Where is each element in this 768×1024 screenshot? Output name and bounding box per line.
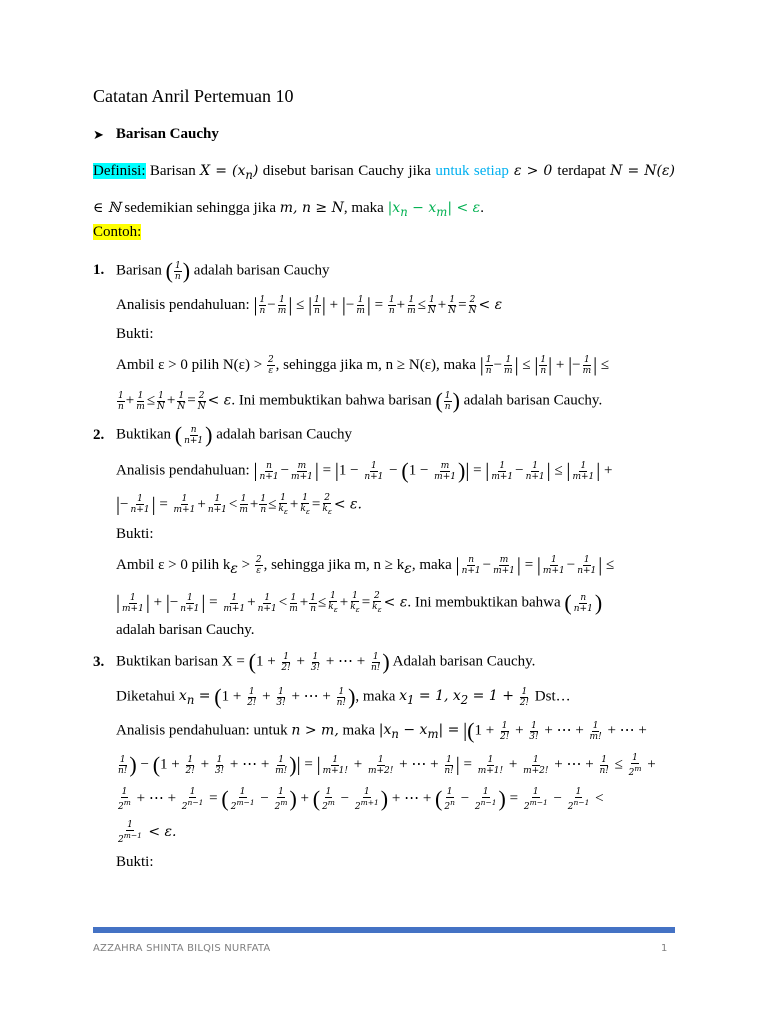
definition-text: Barisan	[145, 163, 201, 179]
item-3-analysis-line-1: Analisis pendahuluan: untuk n > m, maka $|x_n - x_m| = |(1$ + $\frac{1}{2!}$ + $\frac{1}{3!}$ + ⋯ + $\frac{1}{m!}$ + ⋯ +	[116, 718, 647, 743]
footer-author: AZZAHRA SHINTA BILQIS NURFATA	[93, 943, 271, 954]
footer-divider	[93, 927, 675, 933]
item-3-analysis-line-3: $\frac{1}{2^m}$ + ⋯ + $\frac{1}{2^{n-1}}$ = ( $\frac{1}{2^{m-1}}$ − $\frac{1}{2^m}$ ) + ( $\frac{1}{2^m}$ − $\frac{1}{2^{m+1}}$ ) + ⋯ + ( $\frac{1}{2^n}$ − $\frac{1}{2^{n-1}}$ ) = $\frac{1}{2^{m-1}}$ − $\frac{1}{2^{n-1}}$ <	[118, 786, 604, 812]
definition-math: m, n ≥ N	[279, 199, 344, 216]
definition-label: Definisi:	[93, 163, 146, 179]
definition-text: .	[480, 199, 484, 216]
definition-text: , maka	[343, 199, 388, 216]
definition-text: sedemikian sehingga jika	[120, 199, 280, 216]
item-3-known: Diketahui $x_n = (1$ + $\frac{1}{2!}$ + $\frac{1}{3!}$ + ⋯ + $\frac{1}{n!}$ ), maka $x_1 = 1$, $x_2 = 1$ + $\frac{1}{2!}$ Dst…	[116, 684, 571, 709]
item-1-statement: Barisan ( $\frac{1}{n}$ ) adalah barisan Cauchy	[116, 258, 330, 283]
definition-green-expression: $|x_n - x_m| < \varepsilon$	[387, 199, 481, 219]
definition-math: N = N(ε) ∈ ℕ	[93, 163, 675, 216]
contoh-paragraph	[93, 216, 675, 249]
item-2-bukti: Bukti:	[116, 526, 154, 542]
item-2-proof-line-2: | $\frac{1}{m+1}$ | + |− $\frac{1}{n+1}$ | = $\frac{1}{m+1}$ + $\frac{1}{n+1}$ < $\frac{1}{m}$ + $\frac{1}{n}$ ≤ $\frac{1}{k_\varepsilon}$ + $\frac{1}{k_\varepsilon}$ = $\frac{2}{k_\varepsilon}$ < ε. Ini membuktikan bahwa ( $\frac{n}{n+1}$ )	[116, 590, 603, 615]
item-2-analysis-line-1: Analisis pendahuluan: | $\frac{n}{n+1}$ − $\frac{m}{m+1}$ | = |1 − $\frac{1}{n+1}$ − (1 − $\frac{m}{m+1}$ )| = | $\frac{1}{m+1}$ − $\frac{1}{n+1}$ | ≤ | $\frac{1}{m+1}$ | +	[116, 458, 613, 483]
item-number: 3.	[93, 654, 105, 670]
item-1-analysis: Analisis pendahuluan: | $\frac{1}{n}$ − $\frac{1}{m}$ | ≤ | $\frac{1}{n}$ | + |− $\frac{1}{m}$ | = $\frac{1}{n}$ + $\frac{1}{m}$ ≤ $\frac{1}{N}$ + $\frac{1}{N}$ = $\frac{2}{N}$ < ε	[116, 294, 503, 316]
item-3-analysis-line-4: $\frac{1}{2^{m-1}}$ < ε.	[118, 820, 177, 845]
definition-math: $X = (x_n)$	[200, 163, 259, 182]
item-3-analysis-line-2: $\frac{1}{n!}$ ) − (1 + $\frac{1}{2!}$ + $\frac{1}{3!}$ + ⋯ + $\frac{1}{m!}$ )| = | $\frac{1}{m+1!}$ + $\frac{1}{m+2!}$ + ⋯ + $\frac{1}{n!}$ | = $\frac{1}{m+1!}$ + $\frac{1}{m+2!}$ + ⋯ + $\frac{1}{n!}$ ≤ $\frac{1}{2^m}$ +	[118, 752, 656, 778]
item-1-proof-line-1: Ambil ε > 0 pilih N(ε) > $\frac{2}{\varepsilon}$ , sehingga jika m, n ≥ N(ε), maka | $\frac{1}{n}$ − $\frac{1}{m}$ | ≤ | $\frac{1}{n}$ | + |− $\frac{1}{m}$ | ≤	[116, 354, 610, 376]
item-number: 1.	[93, 262, 105, 278]
section-heading	[93, 126, 219, 143]
item-3-statement: Buktikan barisan X = (1 + $\frac{1}{2!}$ + $\frac{1}{3!}$ + ⋯ + $\frac{1}{n!}$ ) Adalah barisan Cauchy.	[116, 649, 536, 674]
definition-math: ε > 0	[508, 163, 558, 179]
item-2-analysis-line-2: |− $\frac{1}{n+1}$ | = $\frac{1}{m+1}$ + $\frac{1}{n+1}$ < $\frac{1}{m}$ + $\frac{1}{n}$ ≤ $\frac{1}{k_\varepsilon}$ + $\frac{1}{k_\varepsilon}$ = $\frac{2}{k_\varepsilon}$ < ε.	[116, 493, 363, 516]
item-3-bukti: Bukti:	[116, 854, 154, 870]
definition-highlight: untuk setiap	[435, 163, 509, 179]
contoh-label: Contoh:	[93, 224, 142, 240]
footer-page-number: 1	[661, 943, 668, 954]
definition-text: disebut barisan Cauchy jika	[258, 163, 436, 179]
arrowhead-bullet-icon: ➤	[93, 126, 104, 142]
item-1-proof-line-2: $\frac{1}{n}$ + $\frac{1}{m}$ ≤ $\frac{1}{N}$ + $\frac{1}{N}$ = $\frac{2}{N}$ < ε. Ini membuktikan bahwa barisan ( $\frac{1}{n}$ ) adalah barisan Cauchy.	[118, 388, 603, 413]
page-title: Catatan Anril Pertemuan 10	[93, 86, 294, 106]
item-1-bukti: Bukti:	[116, 326, 154, 342]
item-2-statement: Buktikan ( $\frac{n}{n+1}$ ) adalah barisan Cauchy	[116, 422, 353, 447]
definition-text: terdapat	[557, 163, 611, 179]
item-2-proof-line-3: adalah barisan Cauchy.	[116, 622, 255, 638]
item-number: 2.	[93, 427, 105, 443]
section-heading-text: Barisan Cauchy	[115, 126, 219, 142]
item-2-proof-line-1: Ambil ε > 0 pilih $k_\varepsilon$ > $\frac{2}{\varepsilon}$ , sehingga jika m, $n \ge k_\varepsilon$, maka | $\frac{n}{n+1}$ − $\frac{m}{m+1}$ | = | $\frac{1}{m+1}$ − $\frac{1}{n+1}$ | ≤	[116, 554, 615, 577]
